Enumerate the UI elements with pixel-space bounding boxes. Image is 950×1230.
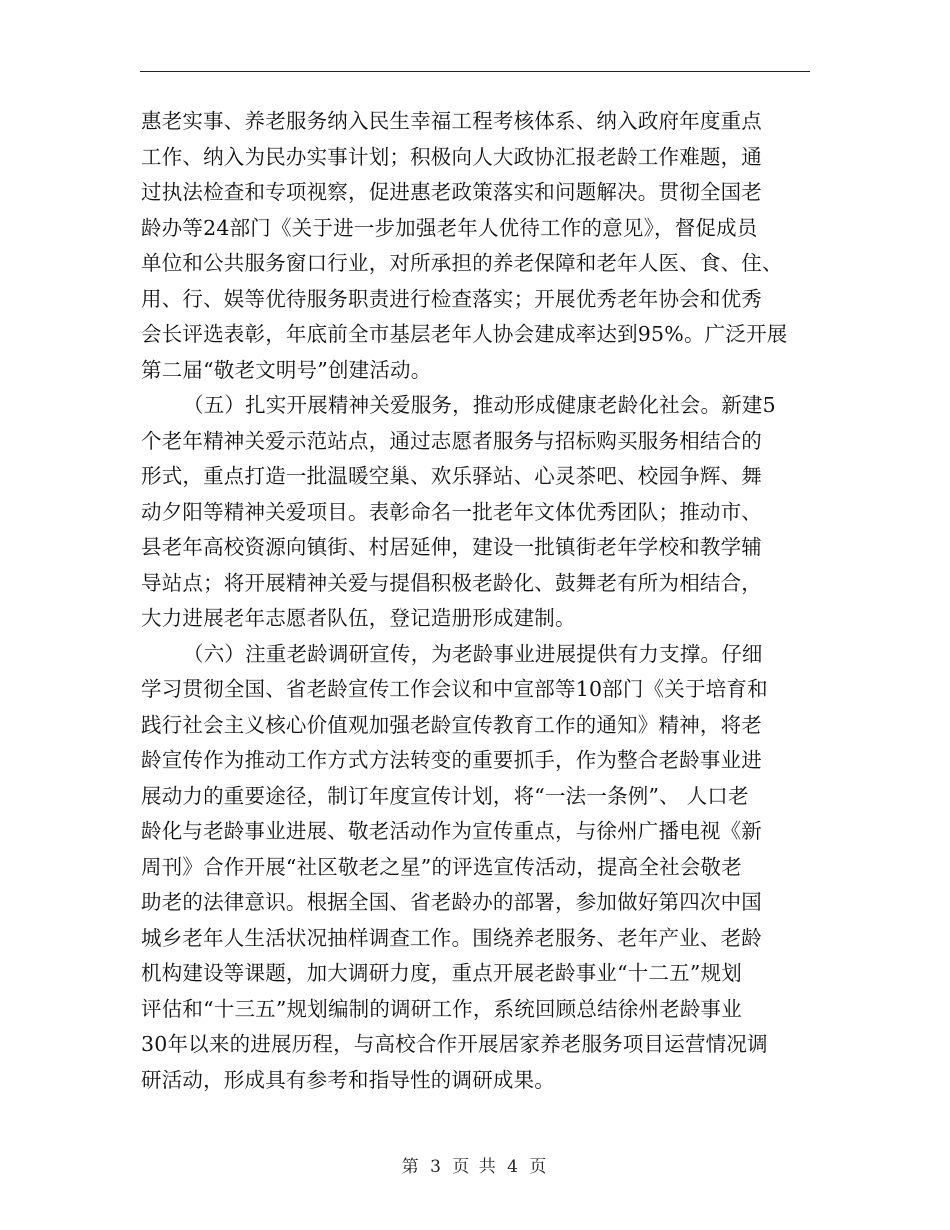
text-line: 过执法检查和专项视察，促进惠老政策落实和问题解决。贯彻全国老	[141, 180, 762, 204]
text-line: 龄办等24部门《关于进一步加强老年人优待工作的意见》，督促成员	[141, 215, 758, 240]
text-line: 惠老实事、养老服务纳入民生幸福工程考核体系、纳入政府年度重点	[141, 109, 762, 133]
text-line: 龄化与老龄事业进展、敬老活动作为宣传重点，与徐州广播电视《新	[141, 819, 762, 843]
text-line: 形式，重点打造一批温暖空巢、欢乐驿站、心灵茶吧、校园争辉、舞	[141, 464, 762, 488]
footer-prefix: 第	[401, 1157, 421, 1177]
text-line: 龄宣传作为推动工作方式方法转变的重要抓手，作为整合老龄事业进	[141, 748, 762, 772]
footer-total-pages: 4	[507, 1157, 520, 1177]
text-line: 用、行、娱等优待服务职责进行检查落实；开展优秀老年协会和优秀	[141, 286, 762, 311]
text-line: 会长评选表彰，年底前全市基层老年人协会建成率达到95%。广泛开展	[141, 322, 788, 346]
text-line: 周刊》合作开展“社区敬老之星”的评选宣传活动，提高全社会敬老	[141, 854, 742, 879]
body-text	[141, 104, 811, 1098]
footer-middle: 页 共	[452, 1157, 498, 1177]
text-line: 导站点；将开展精神关爱与提倡积极老龄化、鼓舞老有所为相结合，	[141, 570, 762, 595]
text-line: 研活动，形成具有参考和指导性的调研成果。	[141, 1067, 555, 1092]
text-line: 城乡老年人生活状况抽样调查工作。围绕养老服务、老年产业、老龄	[141, 925, 762, 950]
text-line: 助老的法律意识。根据全国、省老龄办的部署，参加做好第四次中国	[141, 890, 762, 914]
footer-suffix: 页	[529, 1157, 549, 1177]
text-line: 县老年高校资源向镇街、村居延伸，建设一批镇街老年学校和教学辅	[141, 535, 762, 559]
text-line: 践行社会主义核心价值观加强老龄宣传教育工作的通知》精神，将老	[141, 712, 762, 737]
text-line: 第二届“敬老文明号”创建活动。	[141, 357, 432, 382]
text-line: 大力进展老年志愿者队伍，登记造册形成建制。	[141, 606, 576, 630]
text-line: 个老年精神关爱示范站点，通过志愿者服务与招标购买服务相结合的	[141, 428, 762, 453]
header-rule	[140, 71, 810, 72]
footer-current-page: 3	[430, 1157, 443, 1177]
text-line: 动夕阳等精神关爱项目。表彰命名一批老年文体优秀团队；推动市、	[141, 499, 762, 524]
text-line: 学习贯彻全国、省老龄宣传工作会议和中宣部等10部门《关于培育和	[141, 677, 768, 701]
text-line: 机构建设等课题，加大调研力度，重点开展老龄事业“十二五”规划	[141, 961, 742, 985]
text-line: 单位和公共服务窗口行业，对所承担的养老保障和老年人医、食、住、	[141, 251, 783, 275]
section-heading-line: （五）扎实开展精神关爱服务，推动形成健康老龄化社会。新建5	[183, 393, 776, 417]
text-line: 展动力的重要途径，制订年度宣传计划，将“一法一条例”、 人口老	[141, 783, 749, 808]
section-heading-line: （六）注重老龄调研宣传，为老龄事业进展提供有力支撑。仔细	[183, 641, 763, 666]
text-line: 评估和“十三五”规划编制的调研工作，系统回顾总结徐州老龄事业	[141, 996, 742, 1021]
page-footer	[0, 1152, 950, 1177]
text-line: 30年以来的进展历程，与高校合作开展居家养老服务项目运营情况调	[141, 1032, 768, 1056]
text-line: 工作、纳入为民办实事计划；积极向人大政协汇报老龄工作难题，通	[141, 144, 762, 169]
